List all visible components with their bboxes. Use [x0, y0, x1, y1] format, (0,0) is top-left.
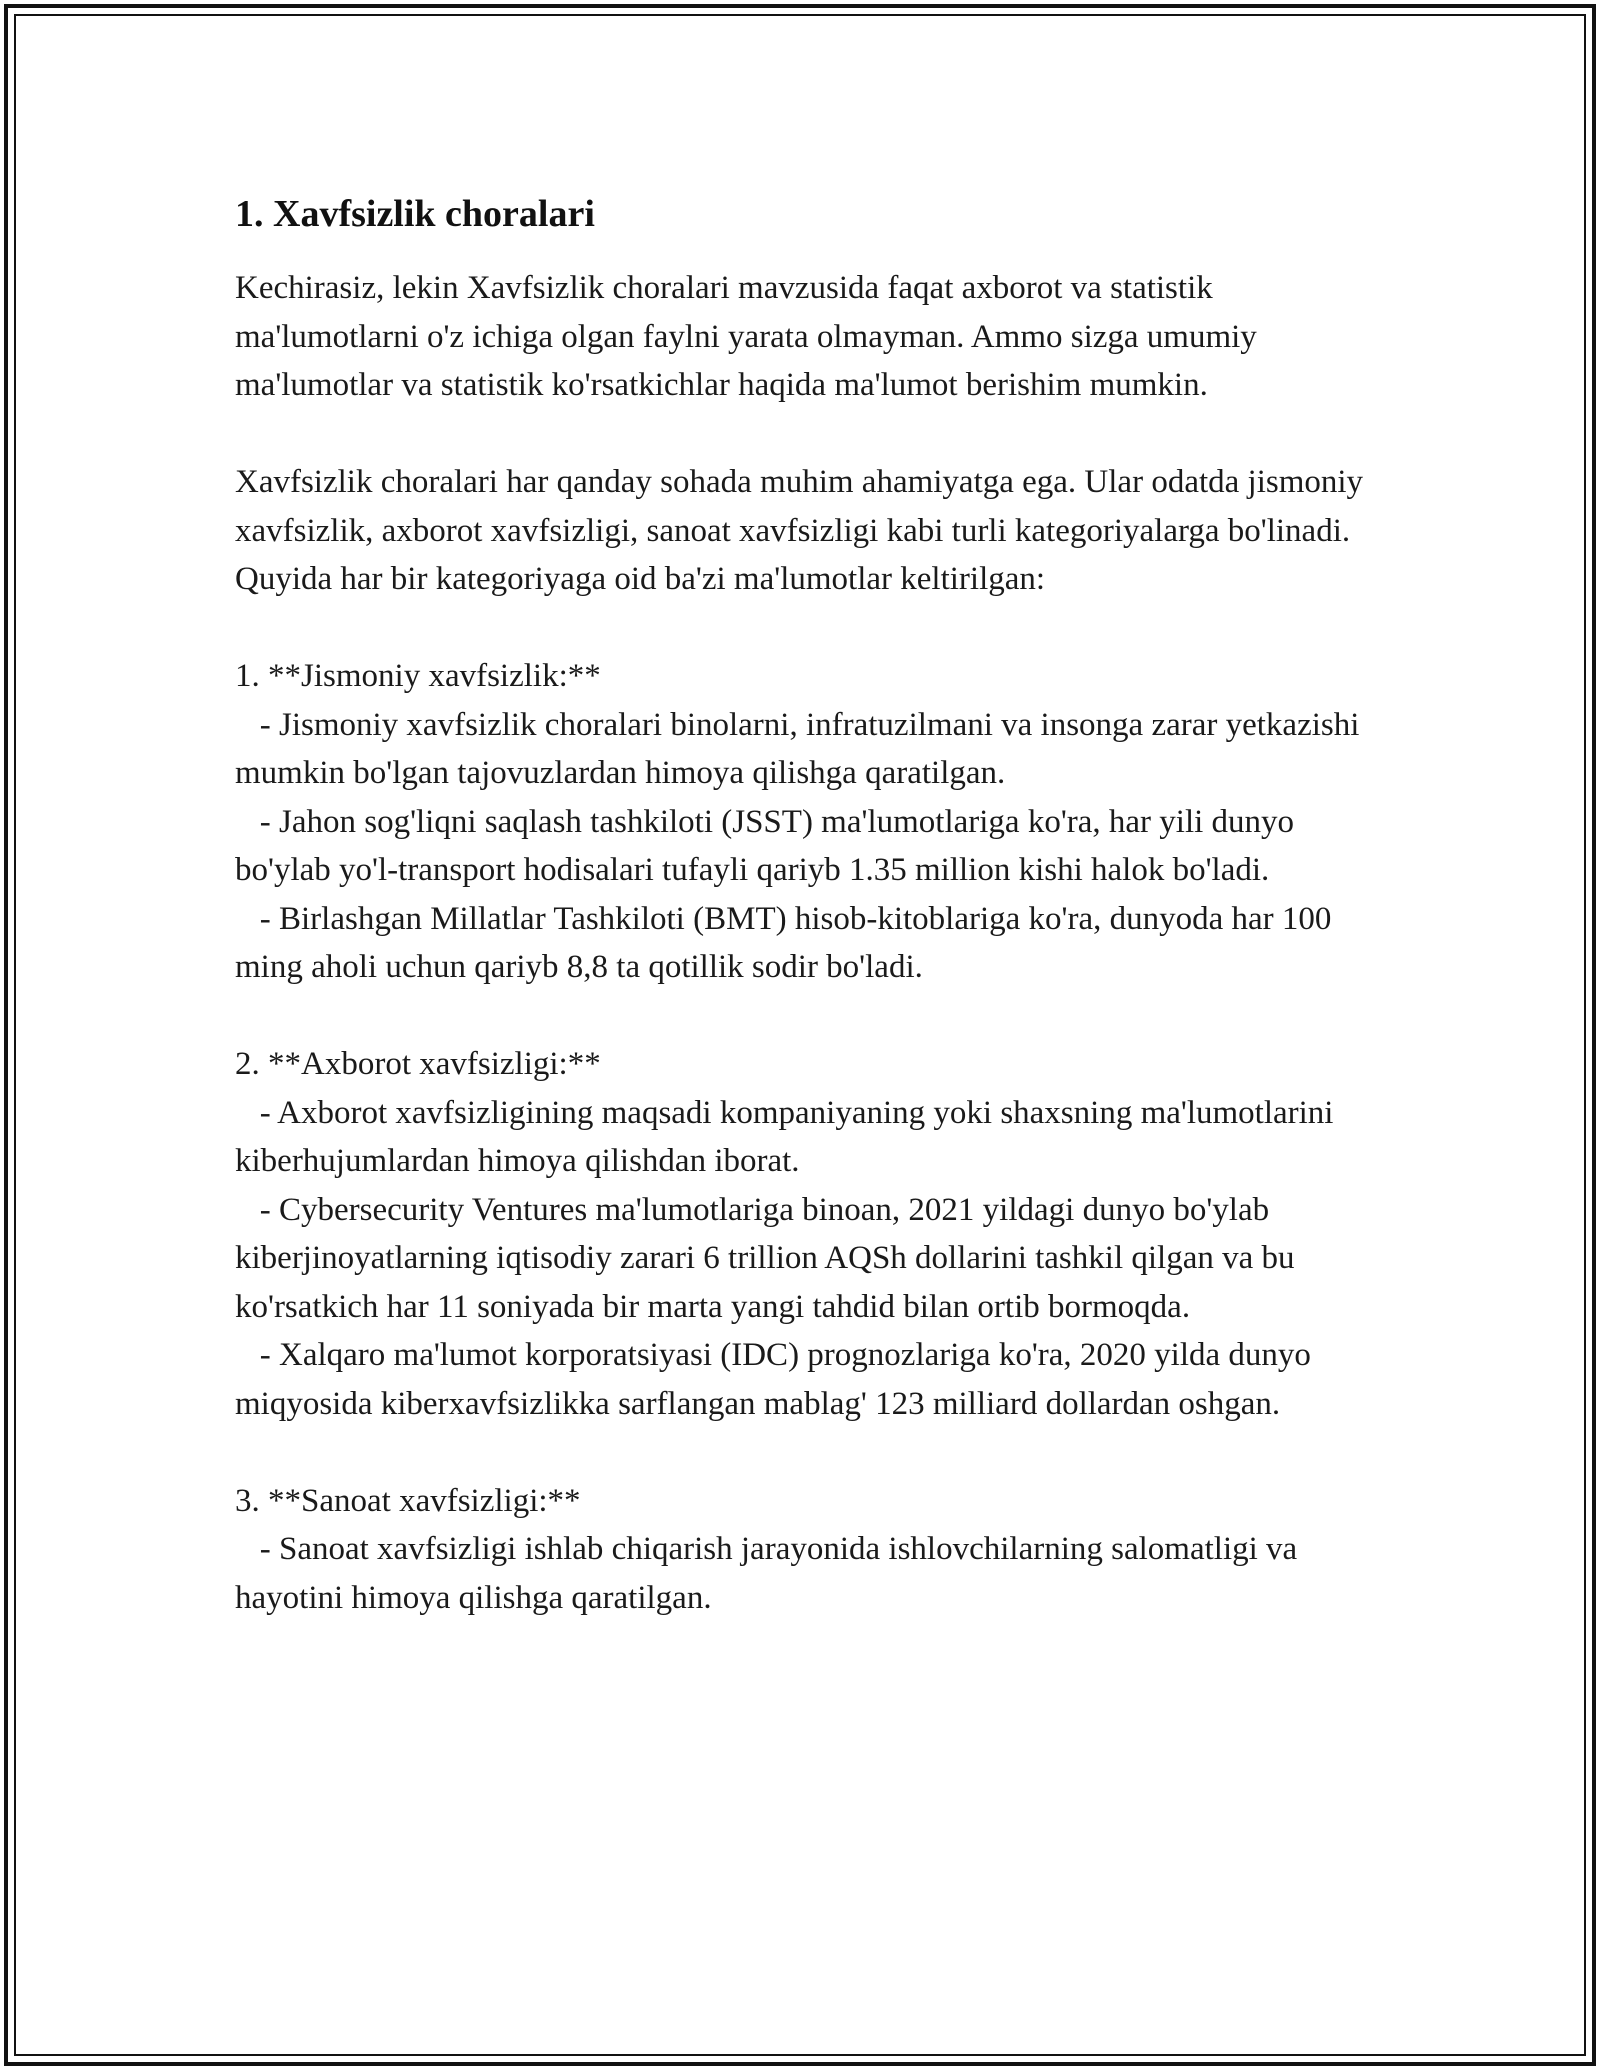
- intro-paragraph: Kechirasiz, lekin Xavfsizlik choralari mavzusida faqat axborot va statistik ma'lumotlarni o'z ichiga olgan faylni yarata olmayman. Ammo sizga umumiy ma'lumotlar va statistik ko'rsatkichlar haqida ma'lumot berishim mumkin.: [235, 270, 1266, 403]
- overview-paragraph: Xavfsizlik choralari har qanday sohada muhim ahamiyatga ega. Ular odatda jismoniy xavfsizlik, axborot xavfsizligi, sanoat xavfsizligi kabi turli kategoriyalarga bo'linadi. Quyida har bir kategoriyaga oid ba'zi ma'lumotlar keltirilgan:: [235, 464, 1372, 597]
- section-heading-information: 2. **Axborot xavfsizligi:**: [235, 1046, 601, 1082]
- section-item: - Axborot xavfsizligining maqsadi kompaniyaning yoki shaxsning ma'lumotlarini kiberhujumlardan himoya qilishdan iborat.: [235, 1094, 1342, 1179]
- document-title: 1. Xavfsizlik choralari: [235, 193, 595, 235]
- section-heading-industrial: 3. **Sanoat xavfsizligi:**: [235, 1482, 581, 1519]
- section-item: - Birlashgan Millatlar Tashkiloti (BMT) hisob-kitoblariga ko'ra, dunyoda har 100 ming aholi uchun qariyb 8,8 ta qotillik sodir bo'ladi.: [235, 900, 1340, 985]
- section-item: - Cybersecurity Ventures ma'lumotlariga binoan, 2021 yildagi dunyo bo'ylab kiberjinoyatlarning iqtisodiy zarari 6 trillion AQSh dollarini tashkil qilgan va bu ko'rsatkich har 11 soniyada bir marta yangi tahdid bilan ortib bormoqda.: [235, 1191, 1303, 1325]
- section-item: - Jahon sog'liqni saqlash tashkiloti (JSST) ma'lumotlariga ko'ra, har yili dunyo bo'ylab yo'l-transport hodisalari tufayli qariyb 1.35 million kishi halok bo'ladi.: [235, 803, 1303, 888]
- section-heading-physical: 1. **Jismoniy xavfsizlik:**: [235, 658, 601, 694]
- section-item: - Sanoat xavfsizligi ishlab chiqarish jarayonida ishlovchilarning salomatligi va hayotini himoya qilishga qaratilgan.: [235, 1531, 1306, 1616]
- section-item: - Xalqaro ma'lumot korporatsiyasi (IDC) prognozlariga ko'ra, 2020 yilda dunyo miqyosida kiberxavfsizlikka sarflangan mablag' 123 milliard dollardan oshgan.: [235, 1337, 1320, 1422]
- section-item: - Jismoniy xavfsizlik choralari binolarni, infratuzilmani va insonga zarar yetkazishi mumkin bo'lgan tajovuzlardan himoya qilishga qaratilgan.: [235, 706, 1368, 791]
- document-body: [235, 188, 1372, 1622]
